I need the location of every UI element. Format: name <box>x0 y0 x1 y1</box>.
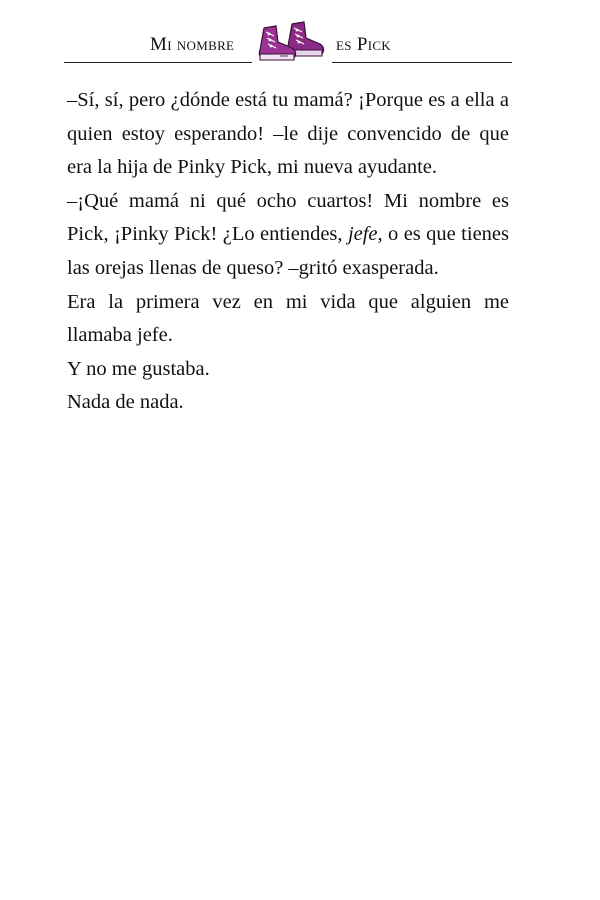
paragraph-1: –Sí, sí, pero ¿dónde está tu mamá? ¡Porque es a ella a quien estoy esperando! –le dije convencido de que era la hija de Pinky Pick, mi nueva ayudante. <box>67 89 509 179</box>
paragraph-2 <box>67 185 509 286</box>
paragraph-2-end: , o es que tienes las orejas llenas de queso? –gritó exasperada. <box>67 223 509 279</box>
paragraph-2-emphasis: jefe <box>347 223 378 246</box>
header-title-right: es Pick <box>336 34 391 55</box>
paragraph-4: Y no me gustaba. <box>67 357 210 380</box>
running-header <box>64 18 512 68</box>
body-text <box>67 84 509 420</box>
paragraph-3: Era la primera vez en mi vida que alguien me llamaba jefe. <box>67 290 509 347</box>
paragraph-2-start: –¡Qué mamá ni qué ocho cuartos! Mi nombre es Pick, ¡Pinky Pick! ¿Lo entiendes, <box>67 189 509 246</box>
paragraph-5: Nada de nada. <box>67 391 184 414</box>
header-title-left: Mi nombre <box>150 34 235 55</box>
header-rule-right <box>332 62 512 63</box>
header-rule-left <box>64 62 252 63</box>
sneakers-icon <box>256 18 328 62</box>
